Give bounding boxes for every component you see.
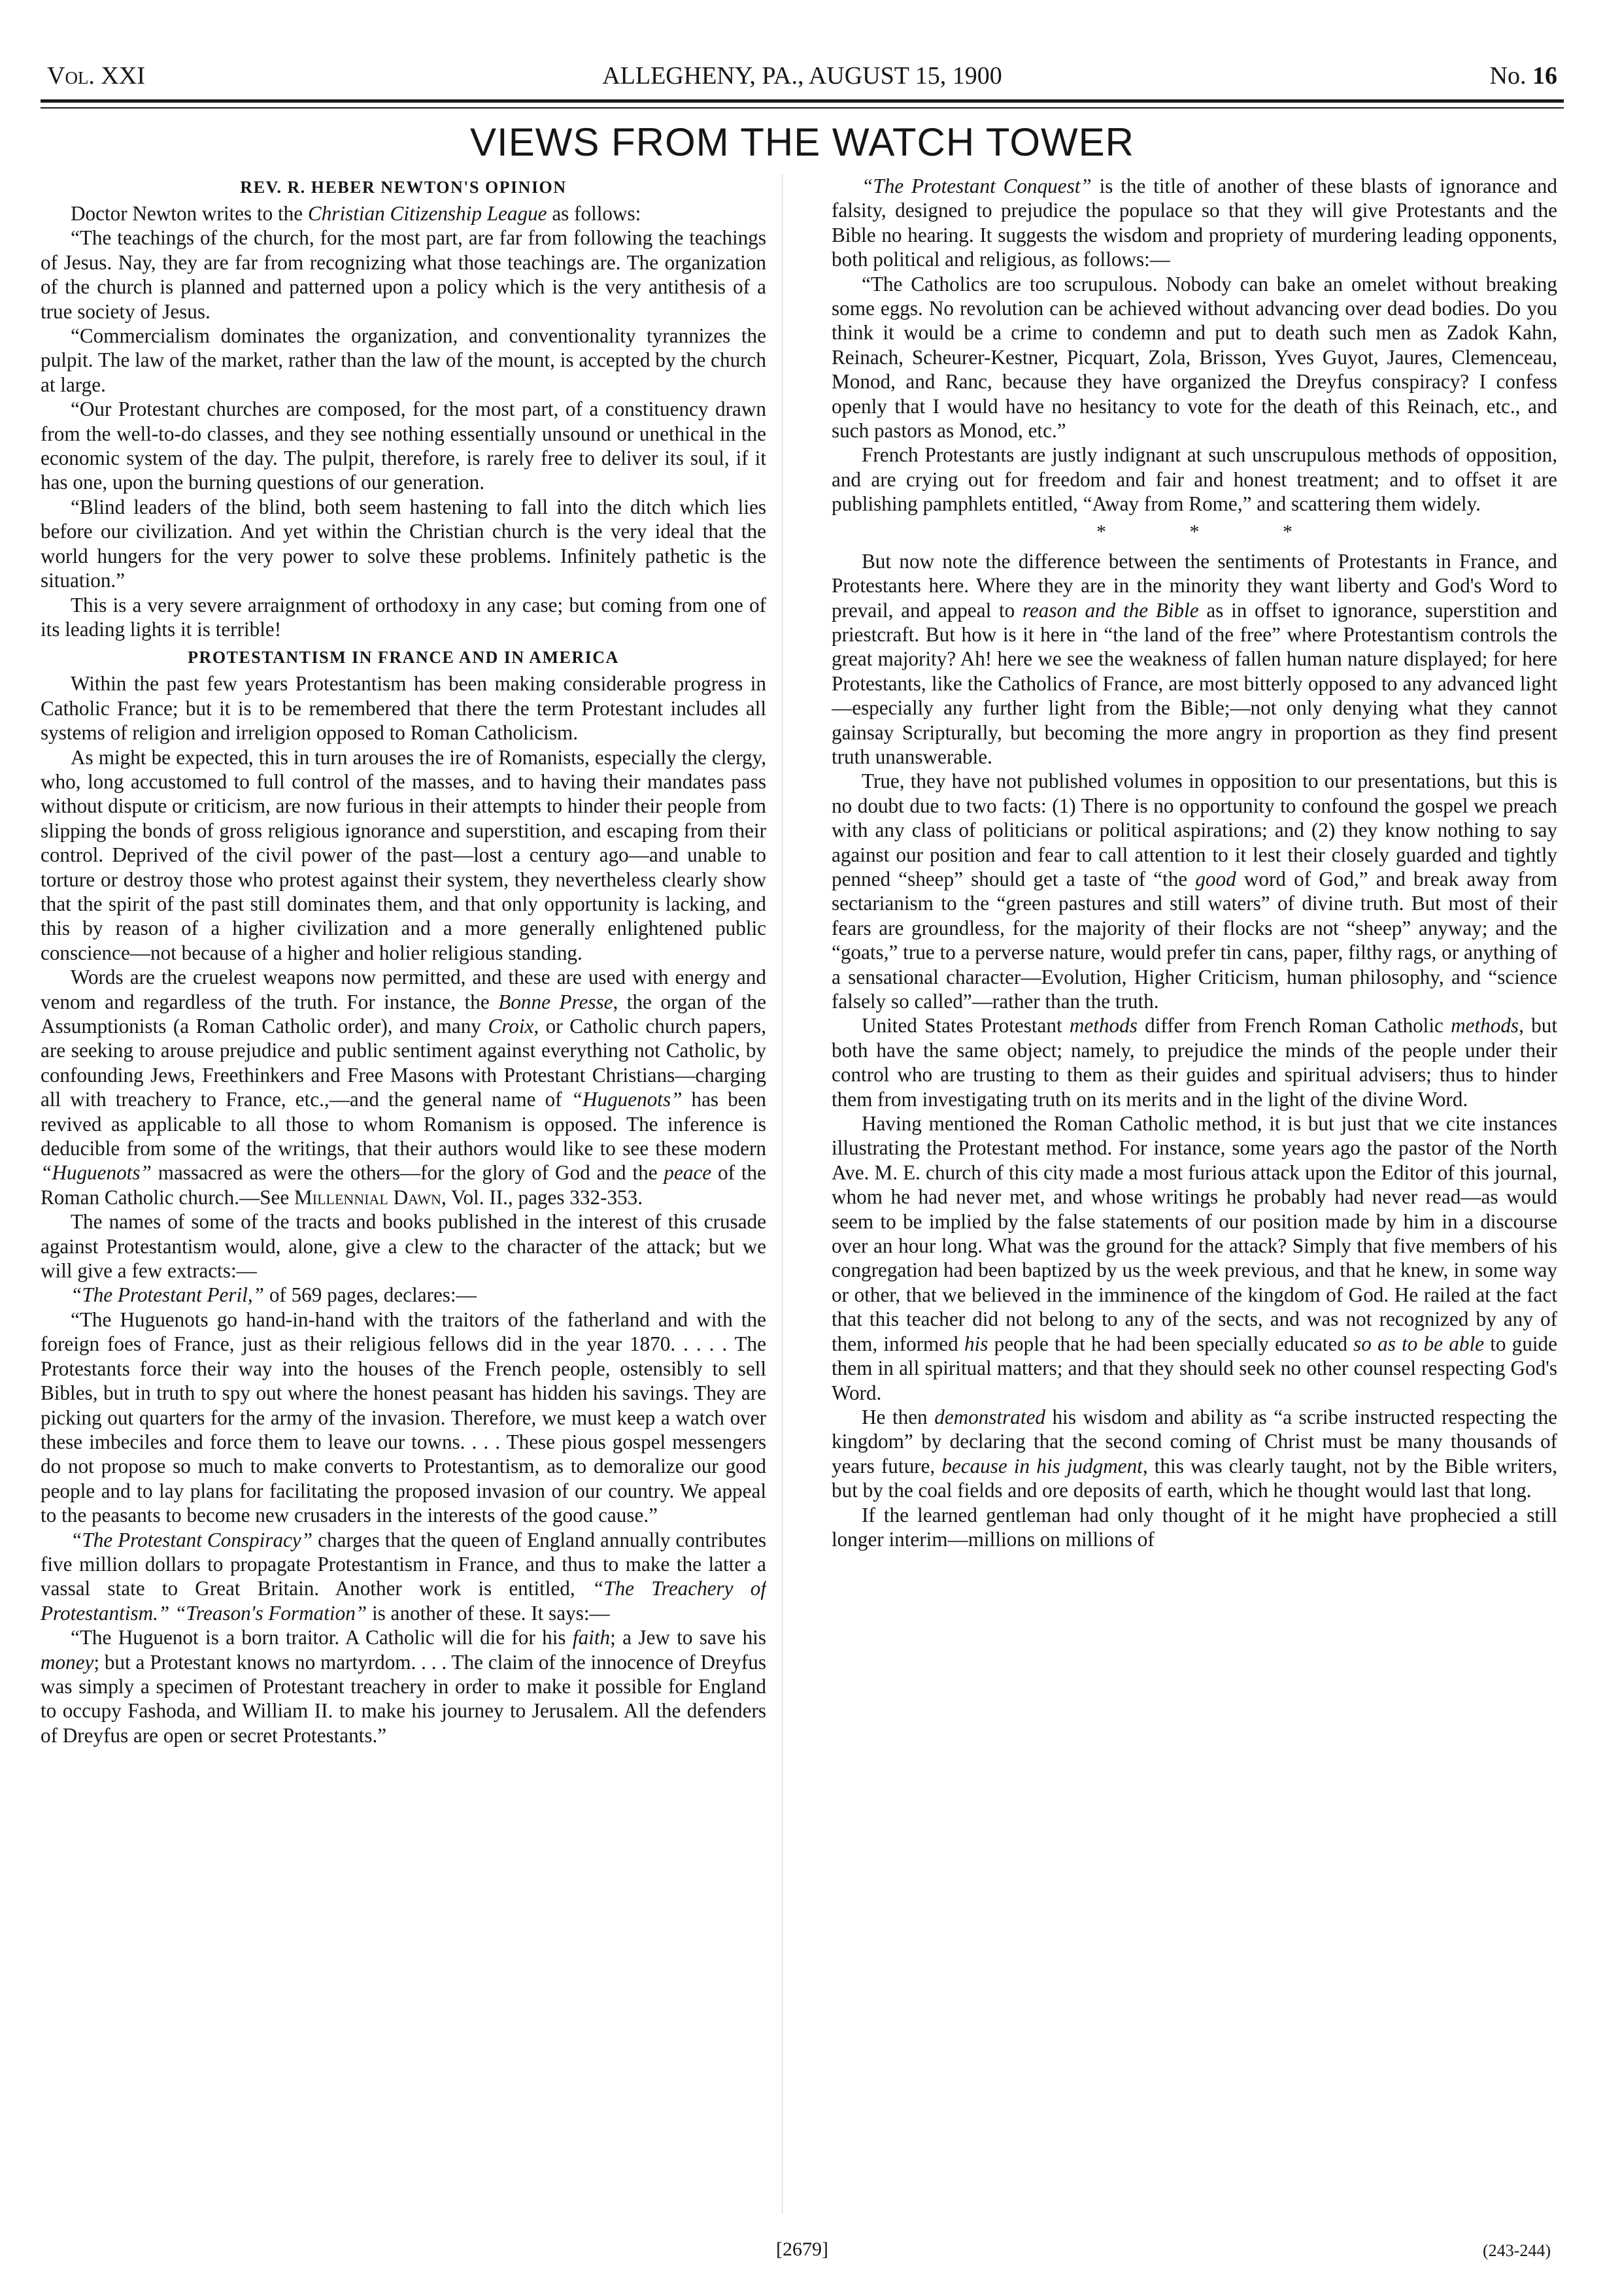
- masthead: [41, 60, 1564, 92]
- paragraph: United States Protestant methods differ from French Roman Catholic methods, but both have the same object; namely, to prejudice the minds of the people under their control who are trusting to them as their guides and spiritual advisers; thus to hinder them from investigating truth on its merits and in the light of the divine Word.: [832, 1014, 1557, 1111]
- volume-label: Vol. XXI: [47, 62, 145, 90]
- paragraph: “The Huguenots go hand-in-hand with the traitors of the fatherland and with the foreign foes of France, just as their religious fellows did in the year 1870. . . . . The Protestants force their way into the houses of the French people, ostensibly to sell Bibles, but in truth to spy out where the honest peasant has hidden his savings. They are picking out quarters for the army of the invasion. Therefore, we must keep a watch over these imbeciles and force them to leave our towns. . . . These pious gospel messengers do not propose so much to make converts to Protestantism, as to demoralize our good people and to lay plans for facilitating the proposed invasion of our country. We appeal to the peasants to become new crusaders in the interests of the good cause.”: [41, 1308, 766, 1527]
- paragraph: If the learned gentleman had only thought of it he might have prophecied a still longer interim—millions on millions of: [832, 1503, 1557, 1551]
- paragraph: “Our Protestant churches are composed, for the most part, of a constituency drawn from the well-to-do classes, and they see nothing essentially unsound or unethical in the economic system of the day. The pulpit, therefore, is rarely free to deliver its soul, if it has one, upon the burning questions of our generation.: [41, 397, 766, 494]
- dateline: ALLEGHENY, PA., AUGUST 15, 1900: [602, 62, 1002, 90]
- page-reference: (243-244): [1483, 2241, 1551, 2260]
- column-divider: [782, 174, 783, 2214]
- paragraph: “The Protestant Conspiracy” charges that the queen of England annually contributes five million dollars to propagate Protestantism in France, and thus to make the latter a vassal state to Great Britain. Another work is entitled, “The Treachery of Protestantism.” “Treason's Formation” is another of these. It says:—: [41, 1528, 766, 1625]
- masthead-rule-thick: [41, 99, 1564, 103]
- paragraph: “The Protestant Conquest” is the title of another of these blasts of ignorance and falsity, designed to prejudice the populace so that they will give Protestants and the Bible no hearing. It suggests the wisdom and propriety of murdering leading opponents, both political and religious, as follows:—: [832, 175, 1557, 271]
- paragraph: “Blind leaders of the blind, both seem hastening to fall into the ditch which lies before our civilization. And yet within the Christian church is the very ideal that the world hungers for the very power to solve these problems. Infinitely pathetic is the situation.”: [41, 495, 766, 592]
- paragraph: Within the past few years Protestantism has been making considerable progress in Catholic France; but it is to be remembered that there the term Protestant includes all systems of religion and irreligion opposed to Roman Catholicism.: [41, 672, 766, 745]
- issue-number-value: 16: [1532, 62, 1557, 90]
- issue-number-prefix: No.: [1489, 62, 1532, 90]
- article-heading-newton: REV. R. HEBER NEWTON'S OPINION: [240, 178, 567, 197]
- paragraph: Words are the cruelest weapons now permitted, and these are used with energy and venom and regardless of the truth. For instance, the Bonne Presse, the organ of the Assumptionists (a Roman Catholic order), and many Croix, or Catholic church papers, are seeking to arouse prejudice and public sentiment against everything not Catholic, by confounding Jews, Freethinkers and Free Masons with Protestant Christians—charging all with treachery to France, etc.,—and the general name of “Huguenots” has been revived as applicable to all those to whom Romanism is opposed. The inference is deducible from some of the writings, that their authors would like to see these modern “Huguenots” massacred as were the others—for the glory of God and the peace of the Roman Catholic church.—See Millennial Dawn, Vol. II., pages 332-353.: [41, 966, 766, 1209]
- section-break-stars: * * *: [1096, 520, 1332, 543]
- page-title: VIEWS FROM THE WATCH TOWER: [470, 120, 1134, 164]
- masthead-rule-thin: [41, 107, 1564, 109]
- left-column: [41, 174, 766, 2220]
- paragraph: “The Catholics are too scrupulous. Nobody can bake an omelet without breaking some eggs. No revolution can be achieved without advancing over dead bodies. Do you think it would be a crime to condemn and put to death such men as Zadok Kahn, Reinach, Scheurer-Kestner, Picquart, Zola, Brisson, Yves Guyot, Jaures, Clemenceau, Monod, and Ranc, because they have organized the Dreyfus conspiracy? I confess openly that I would have no hesitancy to vote for the death of this Reinach, etc., and such pastors as Monod, etc.”: [832, 272, 1557, 443]
- page-footer: [41, 2238, 1564, 2265]
- paragraph: The names of some of the tracts and books published in the interest of this crusade against Protestantism would, alone, give a clew to the character of the attack; but we will give a few extracts:—: [41, 1210, 766, 1283]
- issue-number: [1490, 60, 1557, 92]
- paragraph: Doctor Newton writes to the Christian Citizenship League as follows:: [71, 202, 641, 225]
- paragraph: This is a very severe arraignment of orthodoxy in any case; but coming from one of its leading lights it is terrible!: [41, 593, 766, 641]
- paragraph: “Commercialism dominates the organization, and conventionality tyrannizes the pulpit. The law of the market, rather than the law of the mount, is accepted by the church at large.: [41, 324, 766, 396]
- paragraph: “The Huguenot is a born traitor. A Catholic will die for his faith; a Jew to save his money; but a Protestant knows no martyrdom. . . . The claim of the innocence of Dreyfus was simply a specimen of Protestant treachery in order to make it possible for England to occupy Fashoda, and William II. to make his journey to Jerusalem. All the defenders of Dreyfus are open or secret Protestants.”: [41, 1626, 766, 1747]
- paragraph: But now note the difference between the sentiments of Protestants in France, and Protestants here. Where they are in the minority they want liberty and God's Word to prevail, and appeal to reason and the Bible as in offset to ignorance, superstition and priestcraft. But how is it here in “the land of the free” where Protestantism controls the great majority? Ah! here we see the weakness of fallen human nature displayed; for here Protestants, like the Catholics of France, are most bitterly opposed to any advanced light—especially any further light from the Bible;—not only denying what they cannot gainsay Scripturally, but becoming the more angry in proportion as they find present truth unanswerable.: [832, 549, 1557, 768]
- paragraph: French Protestants are justly indignant at such unscrupulous methods of opposition, and are crying out for freedom and fair and honest treatment; and to offset it are publishing pamphlets entitled, “Away from Rome,” and scattering them widely.: [832, 443, 1557, 516]
- paragraph: As might be expected, this in turn arouses the ire of Romanists, especially the clergy, who, long accustomed to full control of the masses, and to having their mandates pass without dispute or criticism, are now furious in their attempts to hinder their people from slipping the bonds of gross religious ignorance and superstition, and escaping from their control. Deprived of the civil power of the past—lost a century ago—and unable to torture or destroy those who protest against their system, they nevertheless clearly show that the spirit of the past still dominates them, and that only opportunity is lacking, and this by reason of a higher civilization and a more generally enlightened public conscience—not because of a higher and holier religious standing.: [41, 745, 766, 964]
- paragraph: Having mentioned the Roman Catholic method, it is but just that we cite instances illustrating the Protestant method. For instance, some years ago the pastor of the North Ave. M. E. church of this city made a most furious attack upon the Editor of this journal, whom he had never met, and whose writings he probably had never read—as would seem to be implied by the false statements of our position made by him in a discourse over an hour long. What was the ground for the attack? Simply that five members of his congregation had been baptized by us the week previous, and that he knew, in some way or other, that we believed in the imminence of the kingdom of God. He railed at the fact that this teacher did not belong to any of the sects, and was not recognized by any of them, informed his people that he had been specially educated so as to be able to guide them in all spiritual matters; and that they should seek no other counsel respecting God's Word.: [832, 1112, 1557, 1404]
- paragraph: “The Protestant Peril,” of 569 pages, declares:—: [71, 1283, 477, 1307]
- paragraph: “The teachings of the church, for the most part, are far from following the teachings of Jesus. Nay, they are far from recognizing what those teachings are. The organization of the church is planned and patterned upon a policy which is the very antithesis of a true society of Jesus.: [41, 226, 766, 323]
- right-column: [832, 174, 1557, 2220]
- page-number: [2679]: [776, 2238, 828, 2260]
- paragraph: True, they have not published volumes in opposition to our presentations, but this is no doubt due to two facts: (1) There is no opportunity to confound the gospel we preach with any class of politicians or political aspirations; and (2) they know nothing to say against our position and fear to call attention to it lest their closely guarded and tightly penned “sheep” should get a taste of “the good word of God,” and break away from sectarianism to the “green pastures and still waters” of divine truth. But most of their fears are groundless, for the majority of their flocks are not “sheep” anyway; and the “goats,” true to a perverse nature, would prefer tin cans, paper, filthy rags, or anything of a sensational character—Evolution, Higher Criticism, human philosophy, and “science falsely so called”—rather than the truth.: [832, 769, 1557, 1013]
- paragraph: He then demonstrated his wisdom and ability as “a scribe instructed respecting the kingdom” by declaring that the second coming of Christ must be many thousands of years future, because in his judgment, this was clearly taught, not by the Bible writers, but by the coal fields and ore deposits of earth, which he thought would last that long.: [832, 1405, 1557, 1502]
- article-heading-protestantism: PROTESTANTISM IN FRANCE AND IN AMERICA: [188, 648, 619, 667]
